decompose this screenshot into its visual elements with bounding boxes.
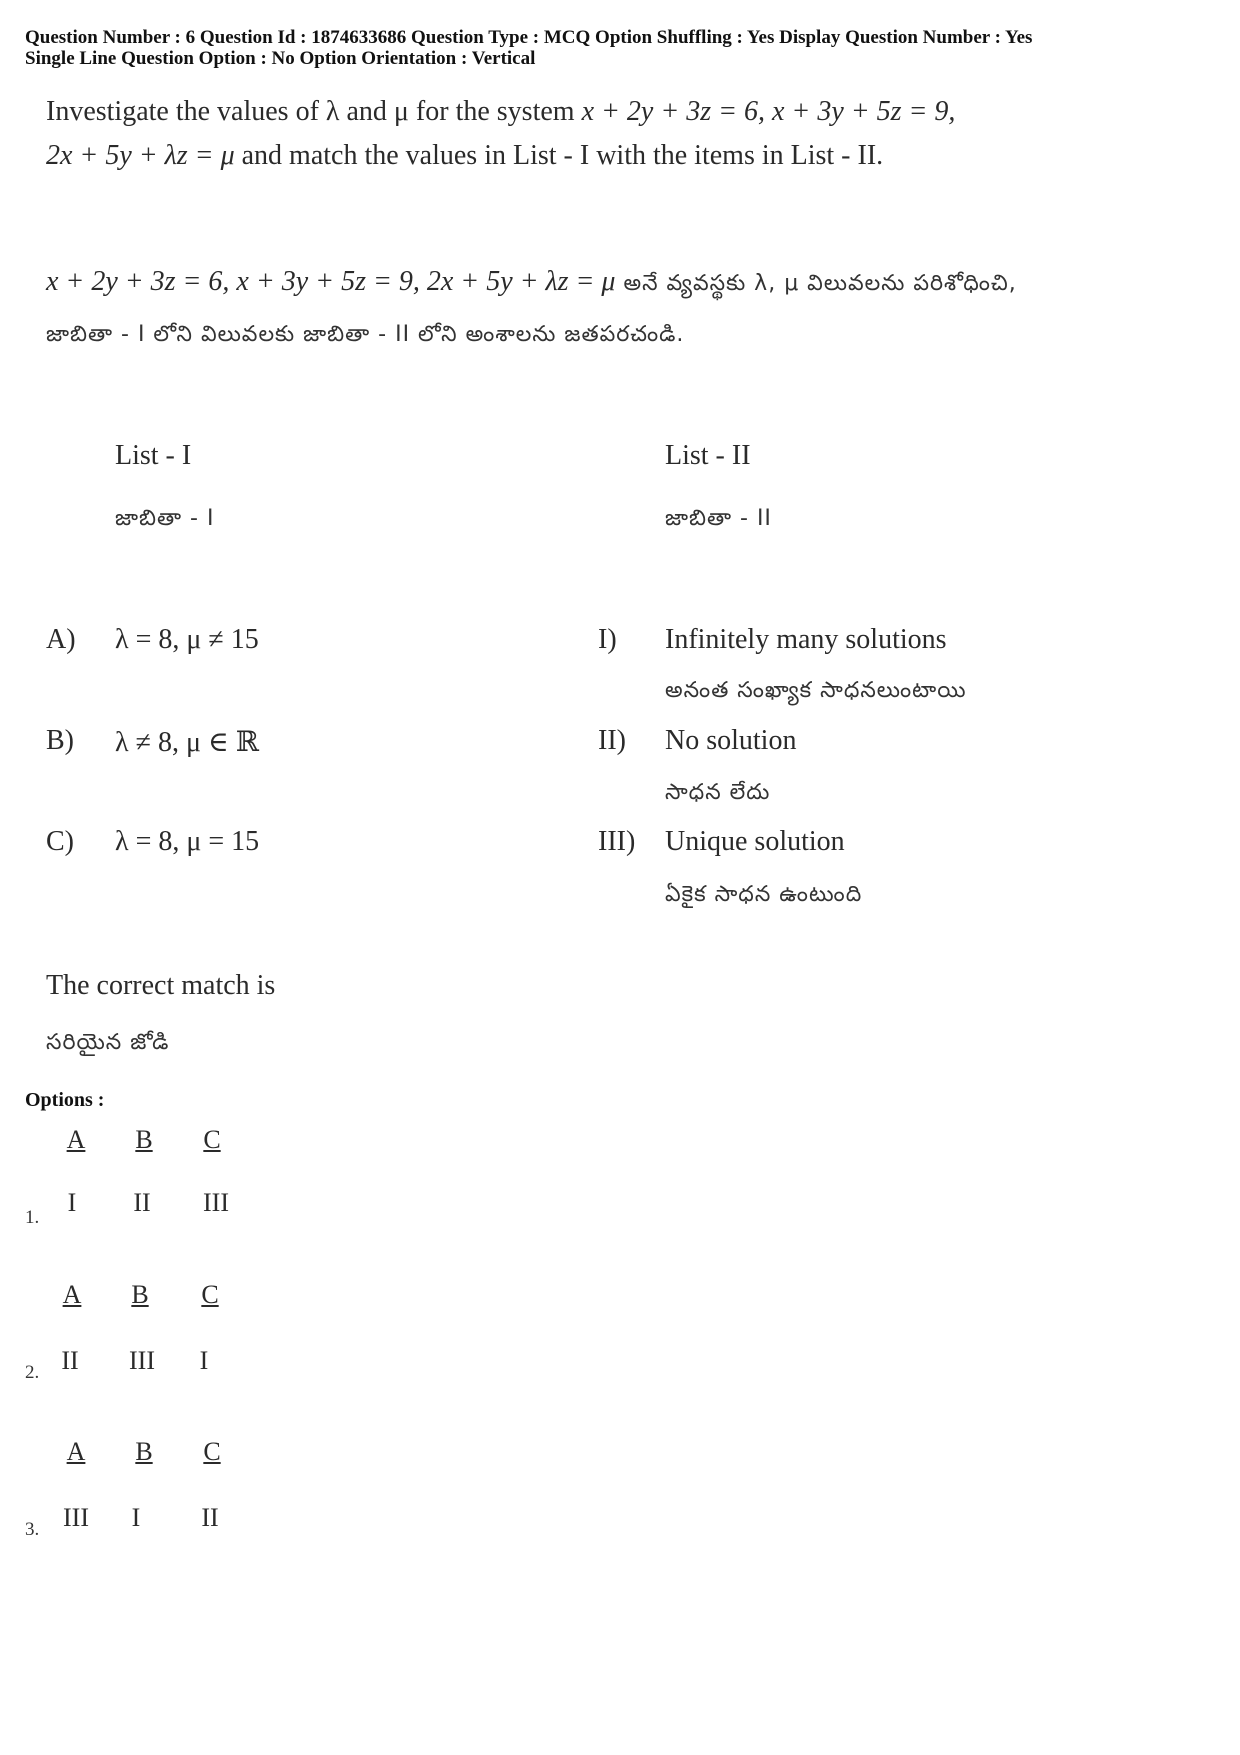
option-number[interactable]: 3. xyxy=(25,1519,40,1540)
list-2-item-label: I) xyxy=(598,624,617,655)
option-val-c: III xyxy=(203,1188,229,1217)
list-2-item-te: సాధన లేదు xyxy=(665,780,771,805)
list-1-item-value: λ ≠ 8, μ ∈ ℝ xyxy=(115,727,259,758)
options-label: Options : xyxy=(25,1089,105,1111)
list-1-item-value: λ = 8, μ = 15 xyxy=(115,826,260,857)
option-head-b: B xyxy=(131,1280,149,1309)
option-head-b: B xyxy=(135,1125,153,1154)
option-val-a: II xyxy=(61,1346,79,1375)
option-val-c: I xyxy=(199,1346,209,1375)
question-te-line-2: జాబితా - I లోని విలువలకు జాబితా - II లోని అంశాలను జతపరచండి. xyxy=(46,322,685,347)
list-2-title-te: జాబితా - II xyxy=(665,506,772,531)
option-val-b: I xyxy=(131,1503,141,1532)
option-number[interactable]: 1. xyxy=(25,1207,40,1228)
correct-match-prompt: The correct match is xyxy=(46,970,276,1001)
option-head-c: C xyxy=(203,1125,221,1154)
option-val-c: II xyxy=(201,1503,219,1532)
list-2-item-label: III) xyxy=(598,826,636,857)
option-val-a: I xyxy=(67,1188,77,1217)
question-meta-line-2: Single Line Question Option : No Option Orientation : Vertical xyxy=(25,48,536,69)
list-2-item-en: Infinitely many solutions xyxy=(665,624,947,655)
list-1-item-value: λ = 8, μ ≠ 15 xyxy=(115,624,259,655)
list-2-item-en: No solution xyxy=(665,725,797,756)
list-1-item-label: B) xyxy=(46,725,74,756)
correct-match-prompt-te: సరియైన జోడి xyxy=(46,1030,170,1055)
option-head-c: C xyxy=(203,1437,221,1466)
option-val-b: II xyxy=(133,1188,151,1217)
question-meta-line-1: Question Number : 6 Question Id : 1874633686 Question Type : MCQ Option Shuffling : Yes Display Question Number : Yes xyxy=(25,27,1033,48)
list-2-item-label: II) xyxy=(598,725,626,756)
option-head-a: A xyxy=(66,1125,86,1154)
list-1-title-te: జాబితా - I xyxy=(115,506,215,531)
question-en-line-1: Investigate the values of λ and μ for the system x + 2y + 3z = 6, x + 3y + 5z = 9, xyxy=(46,96,956,127)
list-1-title: List - I xyxy=(115,440,192,471)
option-val-a: III xyxy=(63,1503,89,1532)
list-2-item-te: అనంత సంఖ్యాక సాధనలుంటాయి xyxy=(665,678,967,703)
option-val-b: III xyxy=(129,1346,155,1375)
option-number[interactable]: 2. xyxy=(25,1362,40,1383)
option-head-c: C xyxy=(201,1280,219,1309)
option-head-a: A xyxy=(66,1437,86,1466)
question-en-line-2: 2x + 5y + λz = μ and match the values in List - I with the items in List - II. xyxy=(46,140,884,171)
list-1-item-label: C) xyxy=(46,826,74,857)
list-1-item-label: A) xyxy=(46,624,76,655)
list-2-item-te: ఏకైక సాధన ఉంటుంది xyxy=(665,882,863,907)
list-2-title: List - II xyxy=(665,440,751,471)
option-head-b: B xyxy=(135,1437,153,1466)
option-head-a: A xyxy=(62,1280,82,1309)
question-te-line-1: x + 2y + 3z = 6, x + 3y + 5z = 9, 2x + 5y + λz = μ అనే వ్యవస్థకు λ, μ విలువలను పరిశోధించి, xyxy=(46,266,1017,297)
list-2-item-en: Unique solution xyxy=(665,826,845,857)
